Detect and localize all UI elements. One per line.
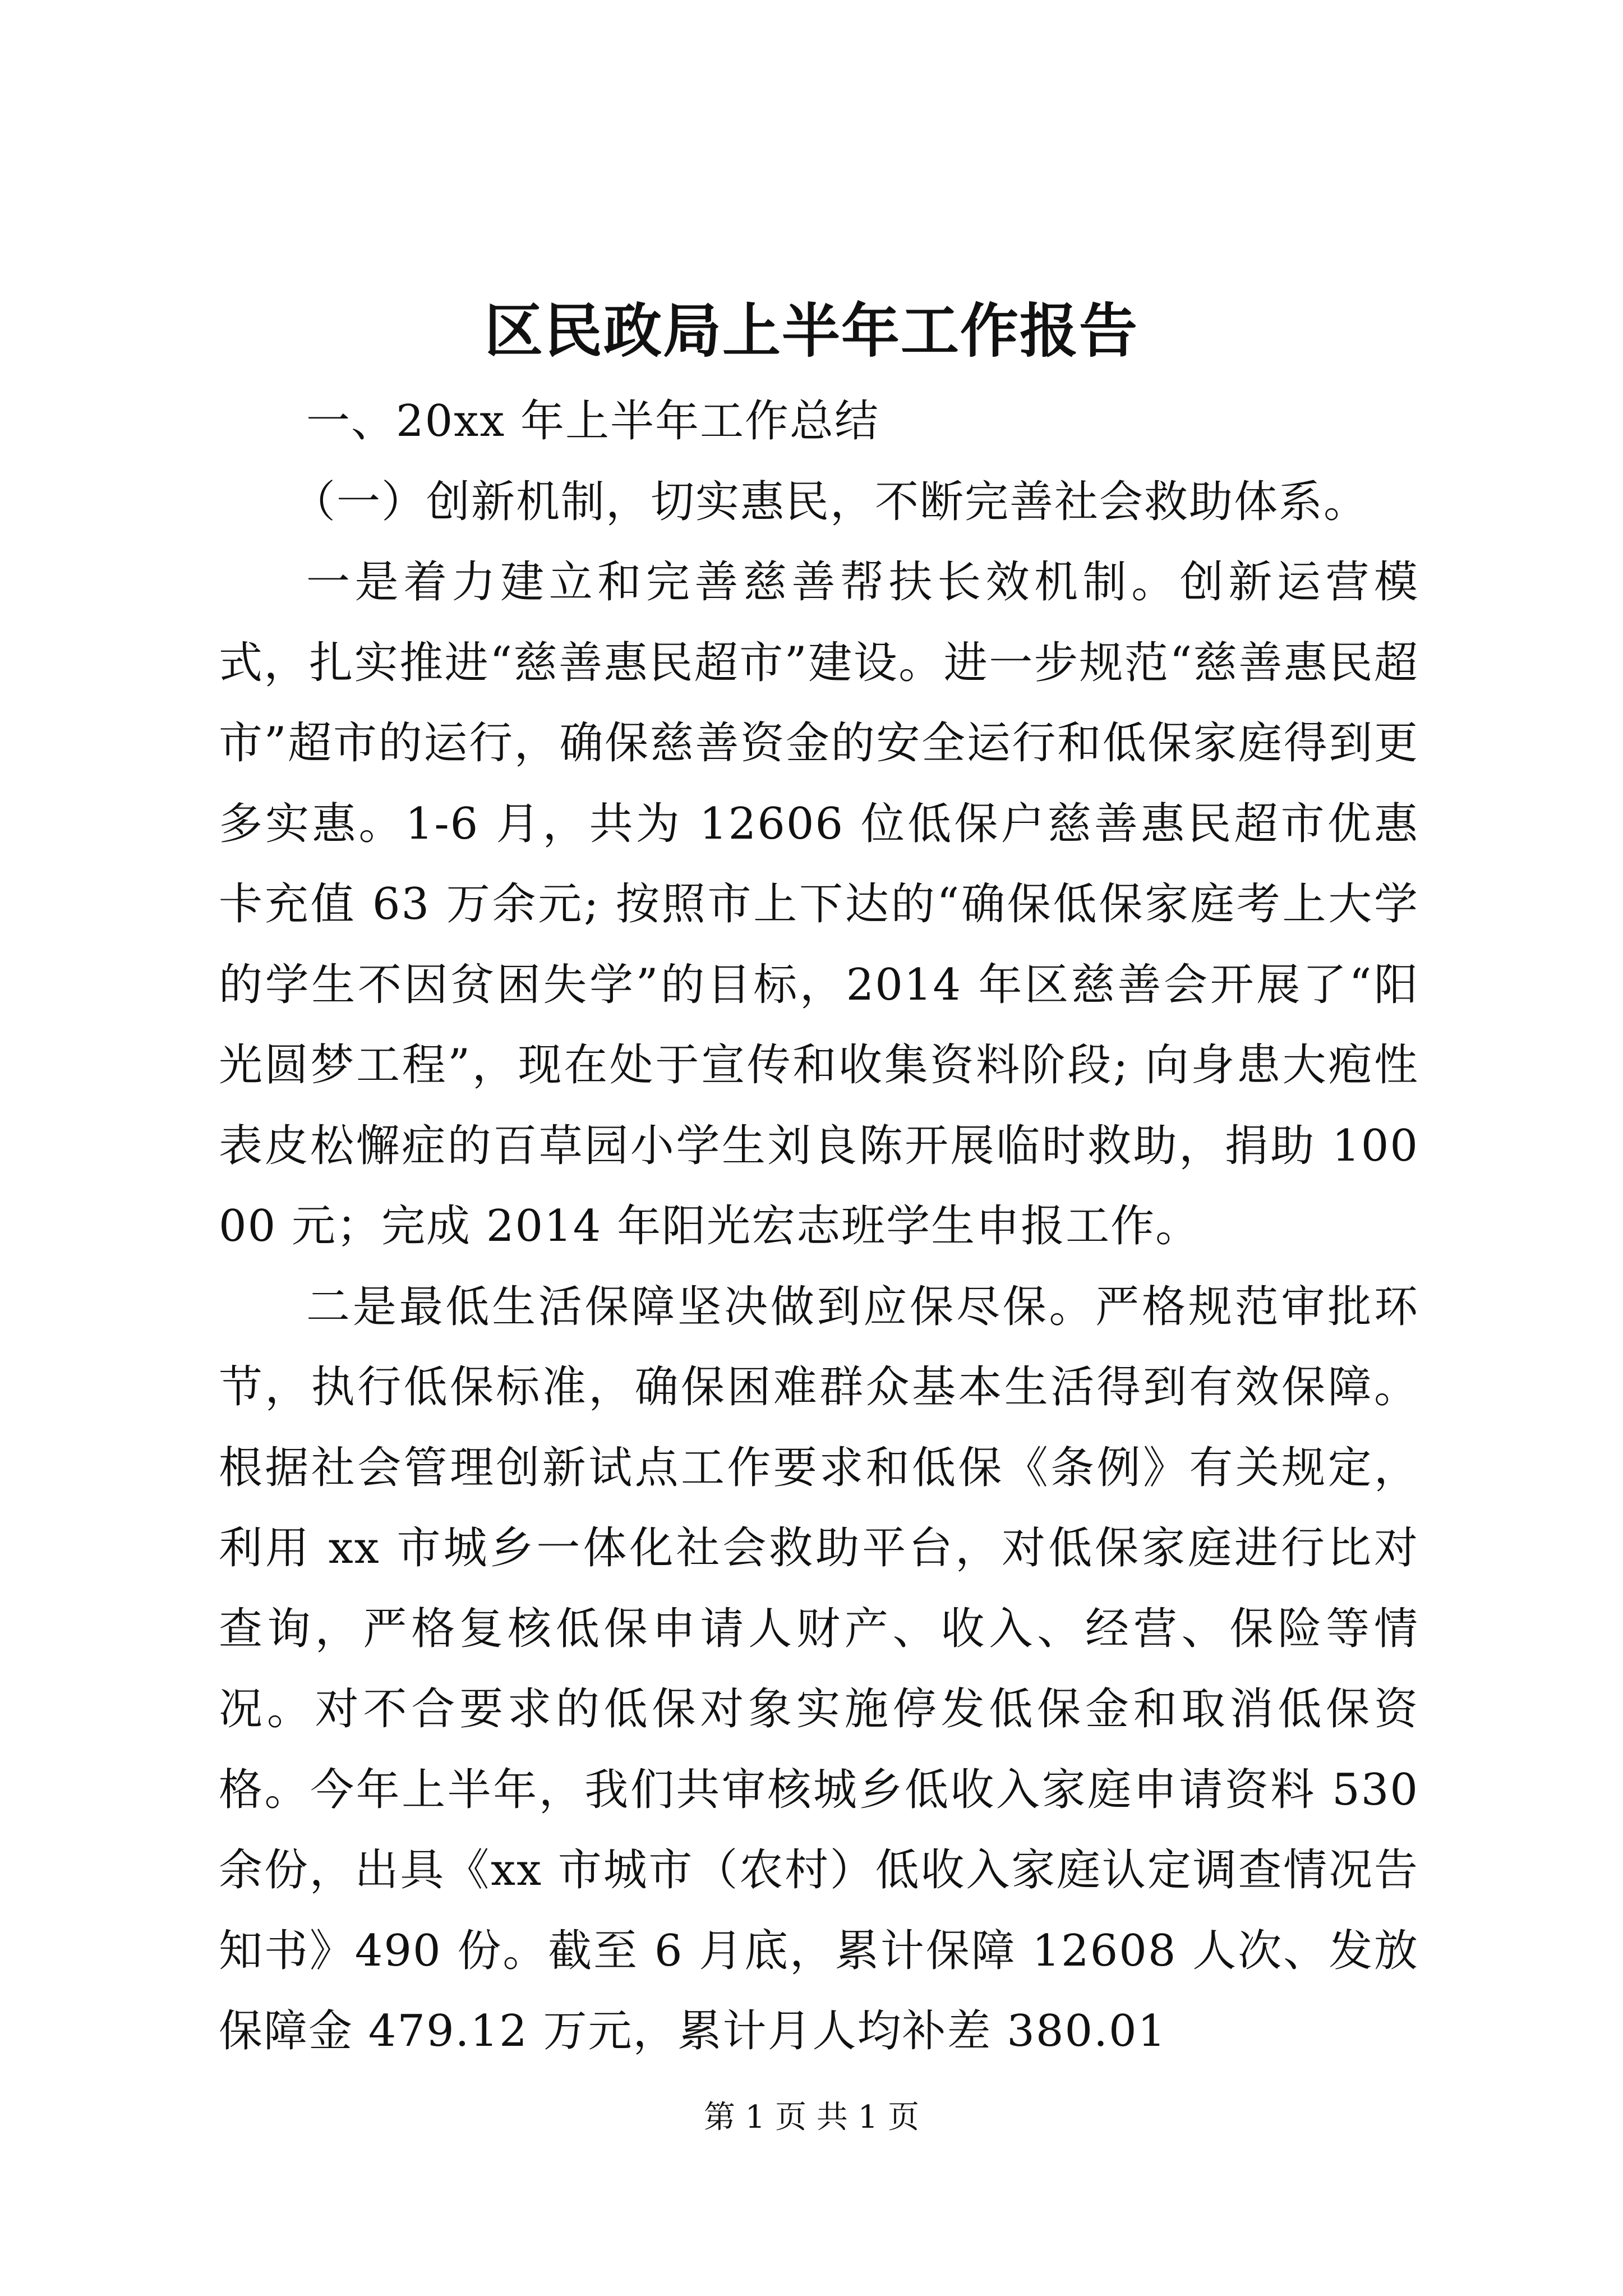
document-title: 区民政局上半年工作报告: [484, 296, 1138, 365]
body-paragraph-2: 二是最低生活保障坚决做到应保尽保。严格规范审批环节，执行低保标准，确保困难群众基本生活得到有效保障。根据社会管理创新试点工作要求和低保《条例》有关规定，利用 xx 市城乡一体化社会救助平台，对低保家庭进行比对查询，严格复核低保申请人财产、收入、经营、保险等情况。对不合要求的低保对象实施停发低保金和取消低保资格。今年上半年，我们共审核城乡低收入家庭申请资料 530 余份，出具《xx 市城市（农村）低收入家庭认定调查情况告知书》490 份。截至 6 月底，累计保障 12608 人次、发放保障金 479.12 万元，累计月人均补差 380.01: [219, 1281, 1419, 2056]
document-body: [219, 381, 1419, 2072]
section-heading: 一、20xx 年上半年工作总结: [306, 396, 880, 447]
body-paragraph-1: 一是着力建立和完善慈善帮扶长效机制。创新运营模式，扎实推进“慈善惠民超市”建设。进一步规范“慈善惠民超市”超市的运行，确保慈善资金的安全运行和低保家庭得到更多实惠。1-6 月，共为 12606 位低保户慈善惠民超市优惠卡充值 63 万余元; 按照市上下达的“确保低保家庭考上大学的学生不因贫困失学”的目标，2014 年区慈善会开展了“阳光圆梦工程”，现在处于宣传和收集资料阶段; 向身患大疱性表皮松懈症的百草园小学生刘良陈开展临时救助，捐助 10000 元；完成 2014 年阳光宏志班学生申报工作。: [219, 557, 1419, 1251]
subsection-heading: （一）创新机制，切实惠民，不断完善社会救助体系。: [292, 476, 1369, 527]
page-footer: 第 1 页 共 1 页: [703, 2099, 920, 2136]
